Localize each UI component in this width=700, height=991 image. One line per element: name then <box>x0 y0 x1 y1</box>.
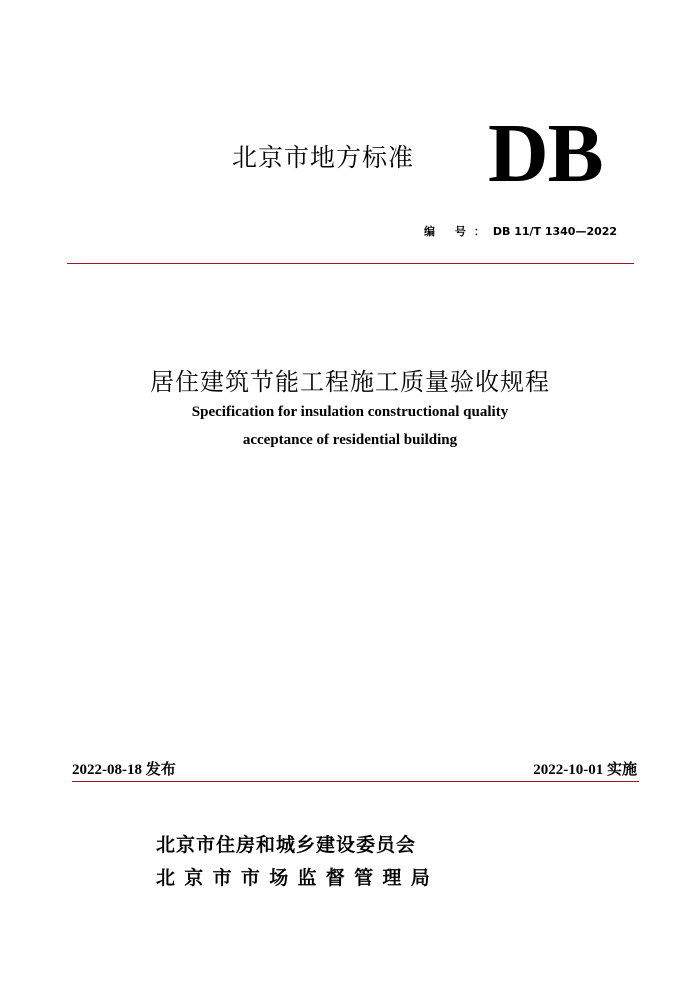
standard-number-value: DB 11/T 1340—2022 <box>492 225 618 238</box>
issuer-market-regulation-bureau: 北京市市场监督管理局 <box>156 867 440 889</box>
document-title-english-line2: acceptance of residential building <box>242 432 458 448</box>
issuer-housing-commission: 北京市住房和城乡建设委员会 <box>156 834 417 856</box>
standard-type-label: 北京市地方标准 <box>232 143 415 172</box>
top-divider <box>67 263 634 264</box>
document-title-english-line1: Specification for insulation constructional quality <box>191 404 509 420</box>
issue-date: 2022-08-18 发布 <box>72 762 176 778</box>
bottom-divider <box>72 781 639 782</box>
standard-number-label: 编 号： <box>424 225 493 238</box>
document-title-chinese: 居住建筑节能工程施工质量验收规程 <box>150 368 550 396</box>
db-standard-mark: DB <box>488 107 603 200</box>
effective-date: 2022-10-01 实施 <box>533 762 637 778</box>
standard-number <box>424 223 617 239</box>
